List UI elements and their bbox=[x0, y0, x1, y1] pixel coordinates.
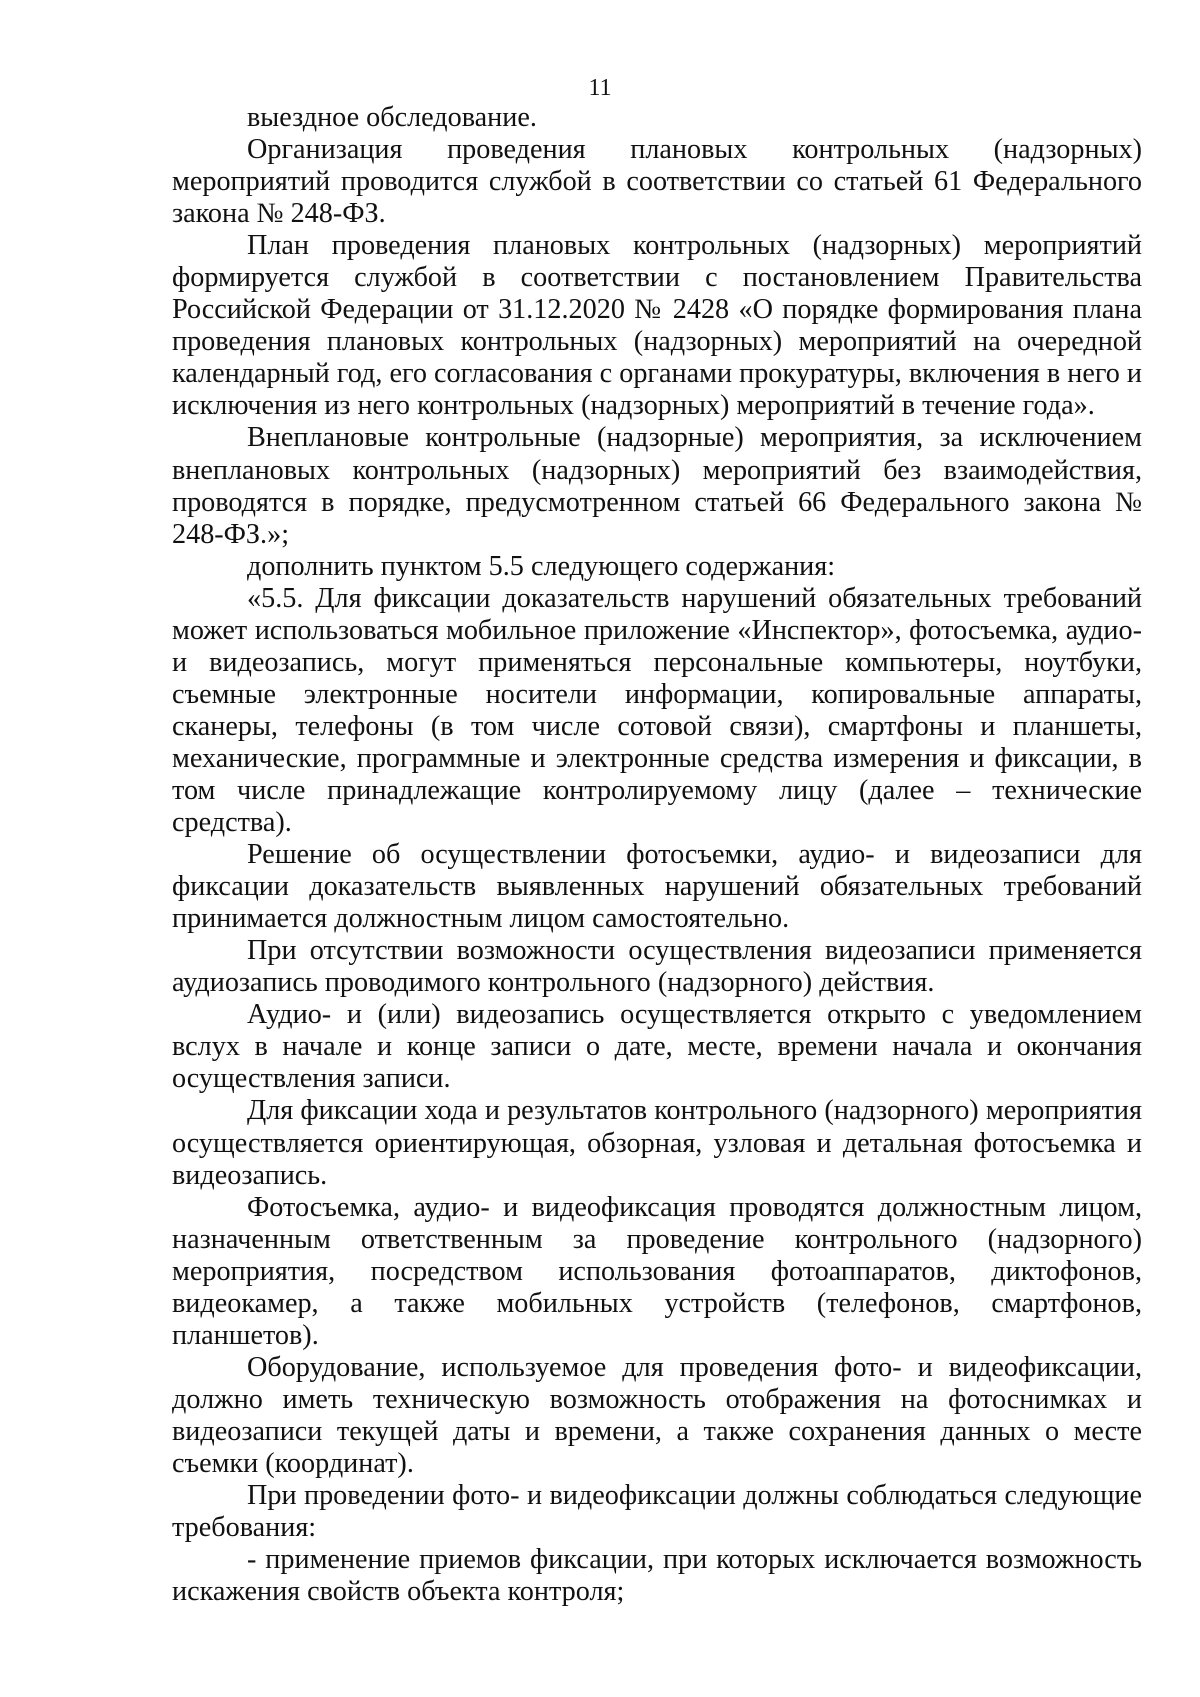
document-body bbox=[172, 102, 1142, 1608]
paragraph: При отсутствии возможности осуществления видеозаписи применяется аудиозапись проводимого контрольного (надзорного) действия. bbox=[172, 935, 1142, 999]
paragraph: Аудио- и (или) видеозапись осуществляется открыто с уведомлением вслух в начале и конце записи о дате, месте, времени начала и окончания осуществления записи. bbox=[172, 999, 1142, 1095]
paragraph: Организация проведения плановых контрольных (надзорных) мероприятий проводится службой в соответствии со статьей 61 Федерального закона № 248-ФЗ. bbox=[172, 134, 1142, 230]
page-number: 11 bbox=[588, 75, 612, 101]
paragraph: «5.5. Для фиксации доказательств нарушений обязательных требований может использоваться мобильное приложение «Инспектор», фотосъемка, аудио- и видеозапись, могут применяться персональные компьютеры, ноутбуки, съемные электронные носители информации, копировальные аппараты, сканеры, телефоны (в том числе сотовой связи), смартфоны и планшеты, механические, программные и электронные средства измерения и фиксации, в том числе принадлежащие контролируемому лицу (далее – технические средства). bbox=[172, 582, 1142, 839]
paragraph: Решение об осуществлении фотосъемки, аудио- и видеозаписи для фиксации доказательств выявленных нарушений обязательных требований принимается должностным лицом самостоятельно. bbox=[172, 839, 1142, 935]
paragraph: Для фиксации хода и результатов контрольного (надзорного) мероприятия осуществляется ориентирующая, обзорная, узловая и детальная фотосъемка и видеозапись. bbox=[172, 1095, 1142, 1191]
paragraph: Оборудование, используемое для проведения фото- и видеофиксации, должно иметь техническую возможность отображения на фотоснимках и видеозаписи текущей даты и времени, а также сохранения данных о месте съемки (координат). bbox=[172, 1351, 1142, 1479]
paragraph: План проведения плановых контрольных (надзорных) мероприятий формируется службой в соответствии с постановлением Правительства Российской Федерации от 31.12.2020 № 2428 «О порядке формирования плана проведения плановых контрольных (надзорных) мероприятий на очередной календарный год, его согласования с органами прокуратуры, включения в него и исключения из него контрольных (надзорных) мероприятий в течение года». bbox=[172, 230, 1142, 422]
paragraph: Внеплановые контрольные (надзорные) мероприятия, за исключением внеплановых контрольных (надзорных) мероприятий без взаимодействия, проводятся в порядке, предусмотренном статьей 66 Федерального закона № 248-ФЗ.»; bbox=[172, 422, 1142, 550]
paragraph: выездное обследование. bbox=[247, 102, 537, 133]
paragraph: При проведении фото- и видеофиксации должны соблюдаться следующие требования: bbox=[172, 1480, 1142, 1544]
paragraph: - применение приемов фиксации, при которых исключается возможность искажения свойств объекта контроля; bbox=[172, 1544, 1142, 1608]
paragraph: Фотосъемка, аудио- и видеофиксация проводятся должностным лицом, назначенным ответственным за проведение контрольного (надзорного) мероприятия, посредством использования фотоаппаратов, диктофонов, видеокамер, а также мобильных устройств (телефонов, смартфонов, планшетов). bbox=[172, 1191, 1142, 1351]
paragraph: дополнить пунктом 5.5 следующего содержания: bbox=[247, 550, 836, 582]
